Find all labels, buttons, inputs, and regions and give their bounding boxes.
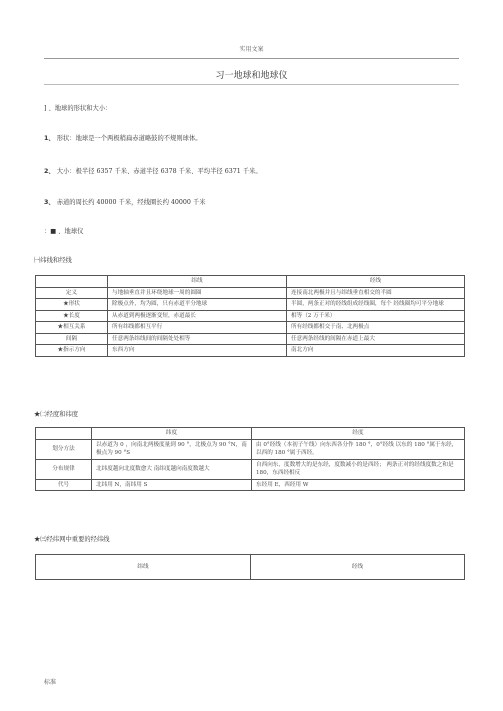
row-label: 分布规律 [36, 459, 92, 479]
row-label: ★形状 [36, 299, 108, 311]
table-header-row [36, 276, 465, 288]
table-row [36, 333, 465, 345]
table-row [36, 479, 465, 491]
row-label: 间隔 [36, 333, 108, 345]
important-lines-table [35, 554, 465, 580]
item-2-text: 大小：极半径 6357 千米、赤道半径 6378 千米、平均半径 6371 千米。 [56, 168, 262, 175]
table-header-row [36, 555, 465, 580]
item-2-num: 2、 [44, 168, 55, 175]
table-header-cell [36, 428, 92, 440]
table-cell: 除极点外，均为圆，只有赤道平分地球 [108, 299, 287, 311]
table-header-cell: 经度 [252, 428, 465, 440]
table-row [36, 322, 465, 334]
table-cell: 相等（2 万千米） [287, 310, 465, 322]
table-cell: 连接南北两极并且与纬线垂直相交的半圆 [287, 287, 465, 299]
table-cell: 从赤道到两极逐渐变短，赤道最长 [108, 310, 287, 322]
row-label: ★相互关系 [36, 322, 108, 334]
table-cell: 以赤道为 0 ，向南北两极度量到 90 °，北极点为 90 °N，南极点为 90 °S [92, 439, 252, 459]
table-cell: 北纬用 N，南纬用 S [92, 479, 252, 491]
header-rule [44, 58, 459, 59]
latitude-longitude-lines-table [35, 275, 465, 357]
table-cell: 南北方向 [287, 345, 465, 357]
table-cell: 北纬度越向北度数愈大 南纬度越向南度数越大 [92, 459, 252, 479]
section2-heading: ：■ 、地球仪 [44, 228, 84, 235]
subsection-1-heading: ㈠纬线和经线 [34, 257, 72, 264]
table-header-cell: 纬线 [36, 555, 251, 580]
item-3-num: 3、 [44, 199, 55, 206]
latitude-longitude-degrees-table [35, 427, 465, 491]
page-title: 习一地球和地球仪 [215, 71, 288, 81]
table-header-cell: 纬度 [92, 428, 252, 440]
table-cell: 自西向东，度数增大的是东经，度数减小的是西经； 两条正对的经线度数之和是 180，东西经相反 [252, 459, 465, 479]
item-3-text: 赤道的周长约 40000 千米，经线圈长约 40000 千米 [56, 199, 206, 206]
table-cell: 所有经线都相交于南、北两极点 [287, 322, 465, 334]
table-cell: 任意两条纬线间的间隔处处相等 [108, 333, 287, 345]
item-1-text: 形状：地球是一个两极稍扁赤道略鼓的不规则球体。 [56, 135, 202, 142]
subsection-3-heading: ★㈢经纬网中重要的经纬线 [34, 536, 110, 543]
table-header-cell: 纬线 [108, 276, 287, 288]
table-row [36, 310, 465, 322]
item-3 [44, 197, 206, 206]
table-row [36, 345, 465, 357]
item-1-num: 1、 [44, 135, 55, 142]
item-1 [44, 133, 202, 142]
table-header-cell: 经线 [287, 276, 465, 288]
table-header-row [36, 428, 465, 440]
table-row [36, 299, 465, 311]
page-footer: 标准 [44, 679, 57, 686]
row-label: ★指示方向 [36, 345, 108, 357]
table-cell: 由 0°经线（本初子午线）向东西各分作 180 °，0°经线 以东的 180 °属于东经，以西的 180 °属于西经。 [252, 439, 465, 459]
subsection-2-heading: ★㈡经度和纬度 [34, 411, 79, 418]
table-row [36, 439, 465, 459]
title-rule [44, 84, 459, 85]
table-row [36, 459, 465, 479]
table-cell: 任意两条经线的间隔在赤道上最大 [287, 333, 465, 345]
table-cell: 半圆，两条正对的经线组成经线圈，每个 经线圈均可平分地球 [287, 299, 465, 311]
row-label: 定义 [36, 287, 108, 299]
row-label: 代号 [36, 479, 92, 491]
table-row [36, 287, 465, 299]
table-cell: 与地轴垂直并且环绕地球一周的圆圈 [108, 287, 287, 299]
row-label: 划分方法 [36, 439, 92, 459]
page-header: 实用文案 [239, 46, 264, 53]
table-header-cell: 经线 [251, 555, 465, 580]
table-cell: 东西方向 [108, 345, 287, 357]
table-cell: 所有纬线都相互平行 [108, 322, 287, 334]
section1-heading: ] 、地球的形状和大小： [44, 105, 112, 112]
table-cell: 东经用 E，西经用 W [252, 479, 465, 491]
row-label: ★长度 [36, 310, 108, 322]
table-header-cell [36, 276, 108, 288]
item-2 [44, 166, 262, 175]
